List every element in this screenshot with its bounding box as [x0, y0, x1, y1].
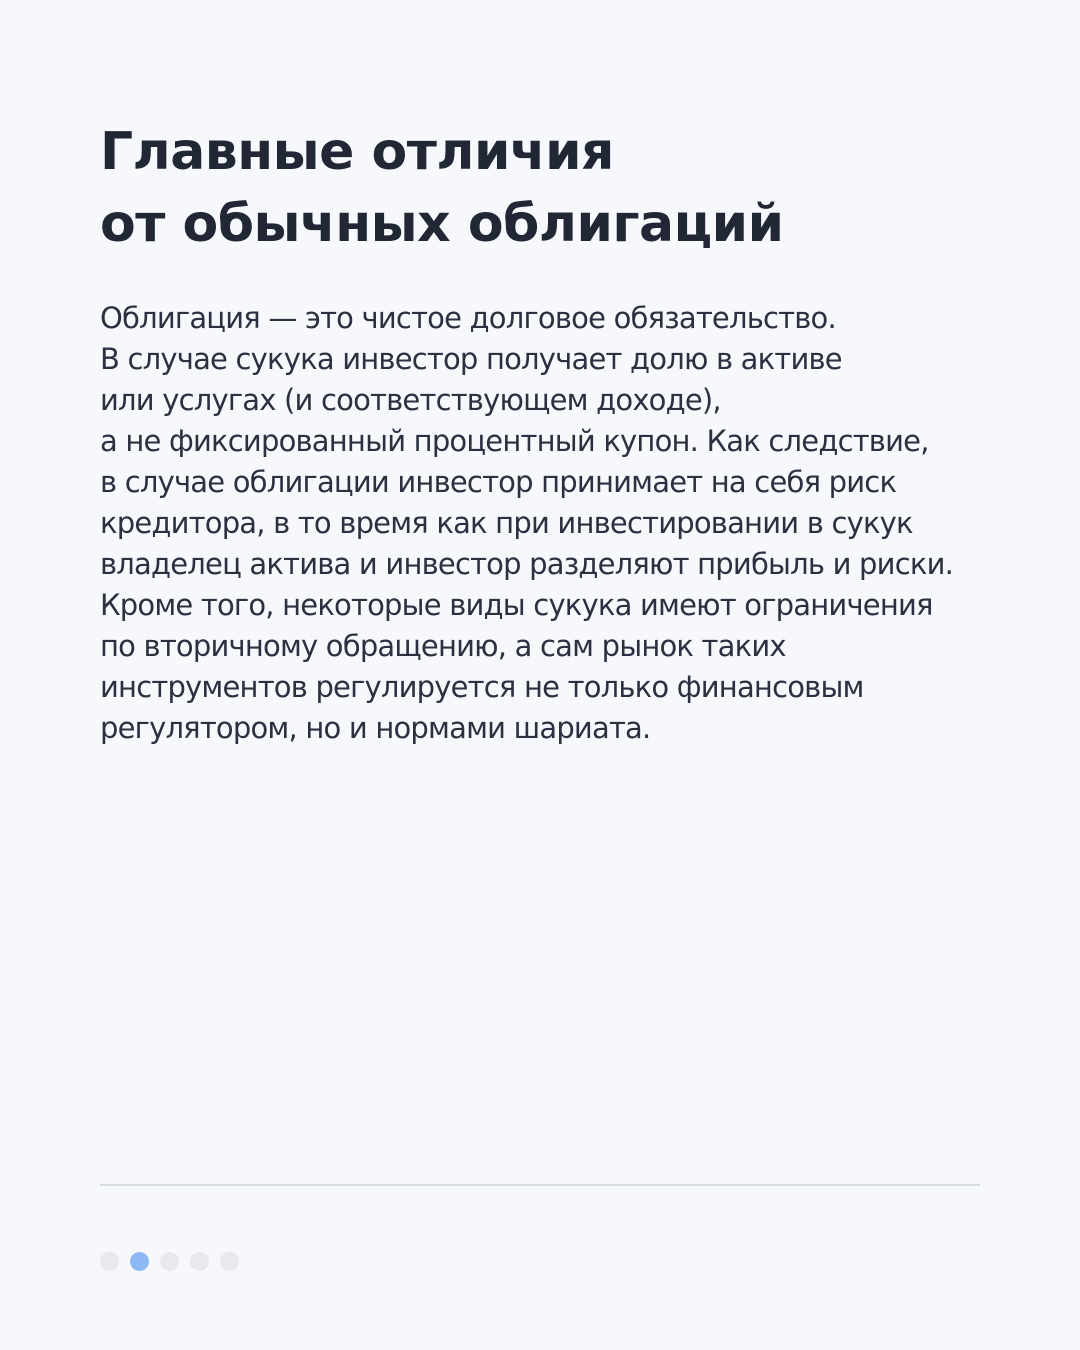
body-text-line: владелец актива и инвестор разделяют прибыль и риски.	[100, 547, 954, 581]
body-text-line: по вторичному обращению, а сам рынок таких	[100, 629, 786, 663]
page-title-line: от обычных облигаций	[100, 194, 784, 254]
body-text-line: Облигация — это чистое долговое обязательство.	[100, 301, 836, 335]
pagination-dot-3[interactable]	[160, 1252, 179, 1271]
body-text-line: или услугах (и соответствующем доходе),	[100, 383, 721, 417]
footer-divider	[100, 1184, 980, 1186]
body-paragraph	[100, 298, 1000, 749]
pagination-dot-4[interactable]	[190, 1252, 209, 1271]
page-title-line: Главные отличия	[100, 122, 614, 182]
pagination-dot-2[interactable]	[130, 1252, 149, 1271]
body-text-line: инструментов регулируется не только финансовым	[100, 670, 864, 704]
page-title	[100, 116, 1000, 260]
pagination-dot-1[interactable]	[100, 1252, 119, 1271]
pagination-dot-5[interactable]	[220, 1252, 239, 1271]
slide-pagination	[100, 1252, 239, 1271]
body-text-line: В случае сукука инвестор получает долю в активе	[100, 342, 842, 376]
body-text-line: Кроме того, некоторые виды сукука имеют ограничения	[100, 588, 933, 622]
body-text-line: кредитора, в то время как при инвестировании в сукук	[100, 506, 913, 540]
body-text-line: а не фиксированный процентный купон. Как следствие,	[100, 424, 929, 458]
body-text-line: в случае облигации инвестор принимает на себя риск	[100, 465, 897, 499]
body-text-line: регулятором, но и нормами шариата.	[100, 711, 651, 745]
